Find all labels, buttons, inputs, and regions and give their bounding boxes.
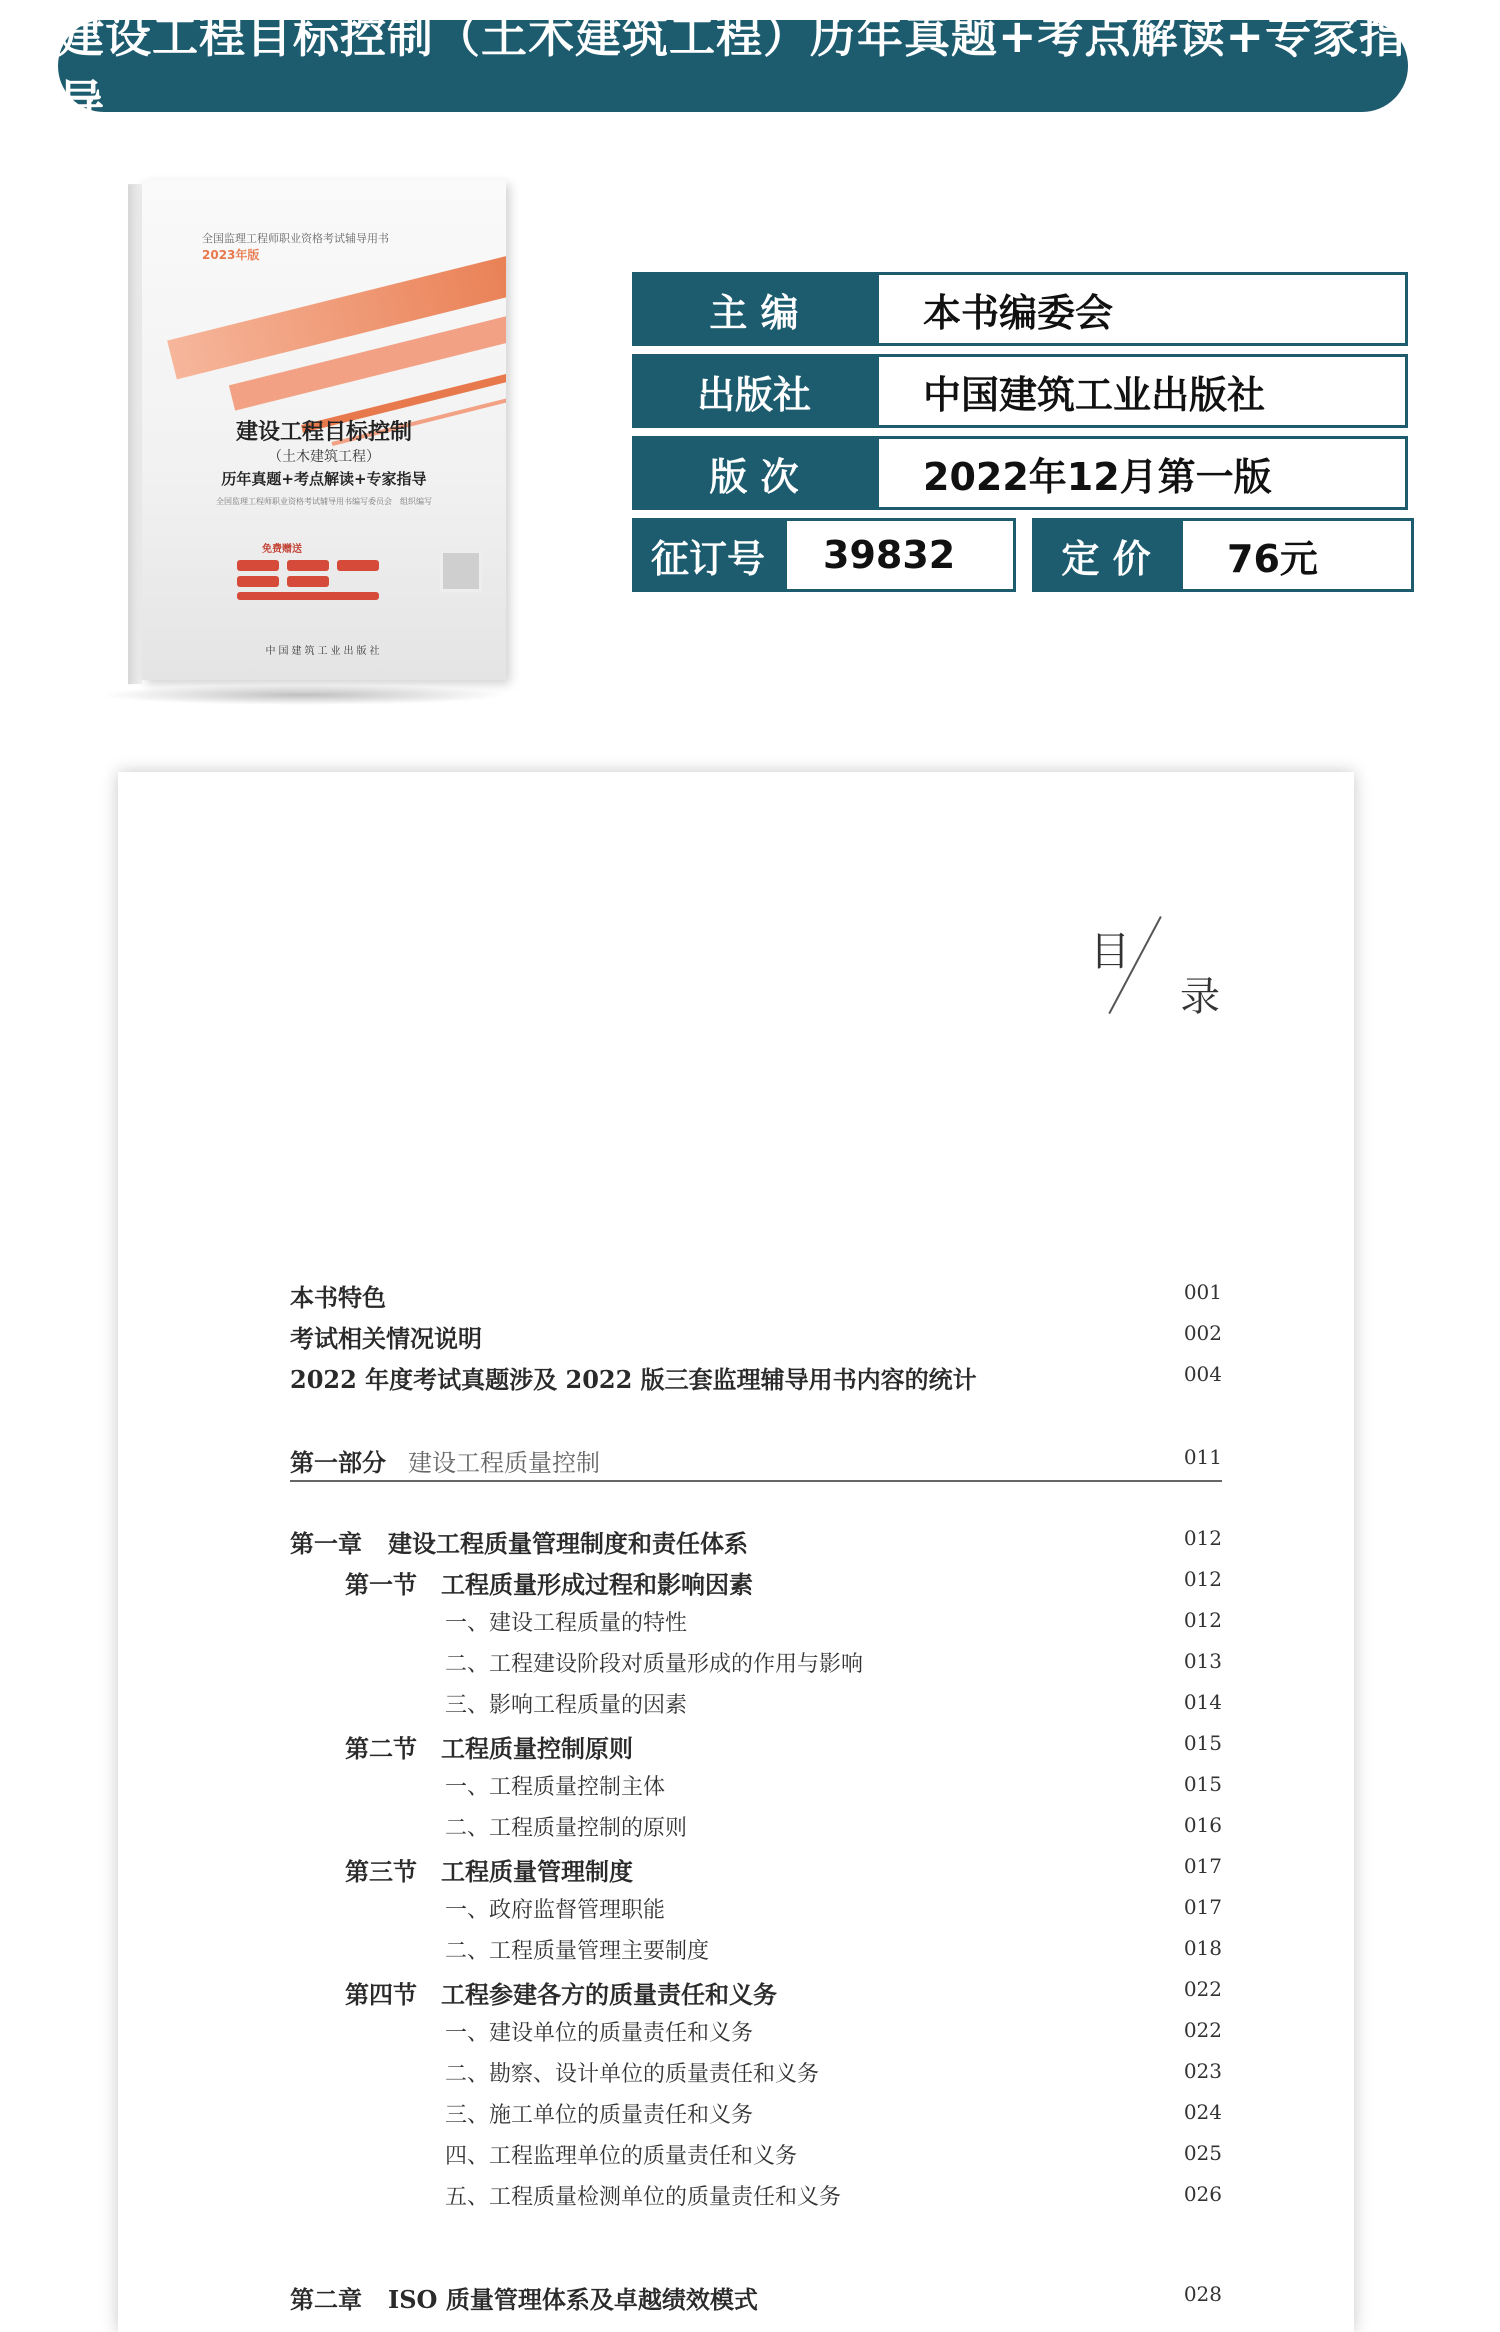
banner-title: 建设工程目标控制（土木建筑工程）历年真题+考点解读+专家指导 [58,9,1407,129]
toc-entry-title: 二、工程质量控制的原则 [445,1816,688,1841]
toc-heading-mu: 目 [1090,929,1130,975]
toc-chapter-title [290,1524,748,1559]
info-row-edition [632,436,1412,510]
toc-part-name: 建设工程质量控制 [408,1449,600,1477]
toc-entry-page: 024 [1183,2100,1222,2124]
toc-entry-title: 本书特色 [290,1283,386,1312]
toc-entry-page: 014 [1183,1690,1222,1714]
toc-chapter-name: ISO 质量管理体系及卓越绩效模式 [388,2285,758,2314]
toc-entry-title: 二、工程质量管理主要制度 [445,1939,710,1964]
toc-item-entry[interactable] [290,1770,1222,1808]
toc-entry-title: 三、施工单位的质量责任和义务 [445,2103,754,2128]
toc-item-entry[interactable] [290,1647,1222,1685]
cover-subtitle: （土木建筑工程） [268,449,380,465]
toc-entry-page: 002 [1183,1321,1222,1345]
toc-entry-page: 015 [1183,1772,1222,1796]
publisher-label: 出版社 [632,354,876,428]
order-value: 39832 [784,518,1016,592]
toc-item-entry[interactable] [290,2180,1222,2218]
toc-entry-page: 017 [1183,1895,1222,1919]
toc-item-entry[interactable] [290,2098,1222,2136]
edition-value: 2022年12月第一版 [876,436,1408,510]
toc-entry-title: 一、政府监督管理职能 [445,1898,666,1923]
toc-item-entry[interactable] [290,1934,1222,1972]
book-cover [142,180,506,680]
toc-chapter-entry[interactable] [290,2280,1222,2318]
toc-item-entry[interactable] [290,1606,1222,1644]
edition-label: 版 次 [632,436,876,510]
cover-tag [237,576,279,587]
toc-entry-title: 二、勘察、设计单位的质量责任和义务 [445,2062,820,2087]
toc-entry-title: 四、工程监理单位的质量责任和义务 [445,2144,798,2169]
toc-entry-page: 026 [1183,2182,1222,2206]
toc-heading-lu: 录 [1180,974,1220,1020]
cover-series: 全国监理工程师职业资格考试辅导用书 [202,232,389,245]
toc-entry-title: 2022 年度考试真题涉及 2022 版三套监理辅导用书内容的统计 [290,1365,977,1394]
toc-item-entry[interactable] [290,2016,1222,2054]
toc-item-entry[interactable] [290,2139,1222,2177]
toc-section-entry[interactable] [290,1852,1222,1890]
toc-part-title [290,1443,600,1478]
toc-entry-title: 一、工程质量控制主体 [445,1775,666,1800]
toc-entry-page: 015 [1183,1731,1222,1755]
toc-entry-title: 第二节 工程质量控制原则 [345,1734,633,1763]
toc-entry-page: 011 [1183,1445,1222,1469]
toc-entry-title: 二、工程建设阶段对质量形成的作用与影响 [445,1652,864,1677]
toc-entry-page: 012 [1183,1567,1222,1591]
cover-title: 建设工程目标控制 [235,420,412,445]
toc-entry-title: 五、工程质量检测单位的质量责任和义务 [445,2185,842,2210]
book-shadow [98,685,508,705]
book-spine [128,184,142,684]
title-banner [58,9,1408,129]
toc-entry[interactable] [290,1278,1222,1316]
toc-entry-title: 考试相关情况说明 [290,1324,482,1353]
qr-code [440,550,482,592]
cover-subtitle-2: 历年真题+考点解读+专家指导 [221,470,427,488]
toc-item-entry[interactable] [290,1811,1222,1849]
toc-entry-title: 第一节 工程质量形成过程和影响因素 [345,1570,753,1599]
toc-entry-title: 第四节 工程参建各方的质量责任和义务 [345,1980,777,2009]
cover-tag [287,560,329,571]
toc-item-entry[interactable] [290,1688,1222,1726]
toc-entry[interactable] [290,1360,1222,1398]
toc-entry-title: 第三节 工程质量管理制度 [345,1857,633,1886]
toc-entry-page: 012 [1183,1608,1222,1632]
toc-entry-title: 三、影响工程质量的因素 [445,1693,688,1718]
toc-entry-title: 一、建设单位的质量责任和义务 [445,2021,754,2046]
toc-chapter-label: 第二章 [290,2285,362,2314]
toc-item-entry[interactable] [290,2057,1222,2095]
toc-item-entry[interactable] [290,1893,1222,1931]
toc-entry-page: 001 [1183,1280,1222,1304]
price-value: 76元 [1180,518,1414,592]
cover-year: 2023年版 [202,248,260,262]
book-cover-image [88,170,528,700]
cover-editor: 全国监理工程师职业资格考试辅导用书编写委员会 组织编写 [216,497,432,506]
info-row-order-price [632,518,1412,592]
toc-section-entry[interactable] [290,1729,1222,1767]
toc-entry-page: 016 [1183,1813,1222,1837]
toc-section-entry[interactable] [290,1975,1222,2013]
cover-publisher: 中国建筑工业出版社 [265,646,383,657]
publisher-value: 中国建筑工业出版社 [876,354,1408,428]
toc-section-entry[interactable] [290,1565,1222,1603]
toc-entry-page: 004 [1183,1362,1222,1386]
toc-entry-page: 013 [1183,1649,1222,1673]
editor-value: 本书编委会 [876,272,1408,346]
toc-part-entry[interactable] [290,1443,1222,1481]
toc-chapter-entry[interactable] [290,1524,1222,1562]
cover-gift: 免费赠送 [262,544,302,555]
info-row-publisher [632,354,1412,428]
editor-label: 主 编 [632,272,876,346]
toc-chapter-title [290,2280,758,2315]
toc-entry-page: 018 [1183,1936,1222,1960]
toc-entry-page: 025 [1183,2141,1222,2165]
toc-entry-page: 022 [1183,2018,1222,2042]
price-label: 定 价 [1032,518,1180,592]
toc-entry-page: 022 [1183,1977,1222,2001]
cover-tag [287,576,329,587]
toc-chapter-name: 建设工程质量管理制度和责任体系 [388,1529,748,1558]
toc-entry-page: 017 [1183,1854,1222,1878]
toc-chapter-label: 第一章 [290,1529,362,1558]
cover-tag [237,560,279,571]
toc-part-label: 第一部分 [290,1448,386,1477]
cover-tag [237,592,379,600]
toc-entry-page: 023 [1183,2059,1222,2083]
part-divider [290,1480,1222,1482]
toc-entry-title: 一、建设工程质量的特性 [445,1611,688,1636]
toc-entry-page: 028 [1183,2282,1222,2306]
toc-entry[interactable] [290,1319,1222,1357]
cover-tag [337,560,379,571]
toc-entry-page: 012 [1183,1526,1222,1550]
info-row-editor [632,272,1412,346]
order-label: 征订号 [632,518,784,592]
